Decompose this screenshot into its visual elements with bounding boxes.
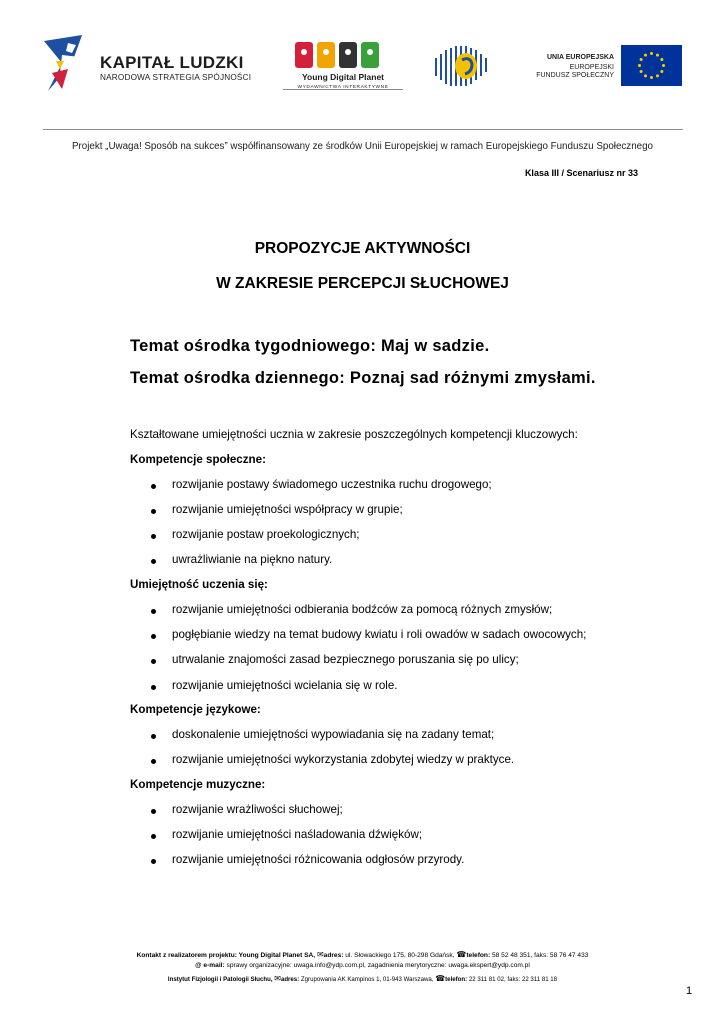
eu-star-icon [640, 58, 643, 61]
envelope-icon: ✉ [274, 974, 281, 983]
bullet-icon [151, 609, 156, 614]
eu-star-icon [644, 54, 647, 57]
eu-label-2: EUROPEJSKI [569, 64, 614, 71]
bullet-icon [151, 509, 156, 514]
eu-star-icon [650, 76, 653, 79]
bullet-icon [151, 634, 156, 639]
ydp-tagline: WYDAWNICTWA INTERAKTYWNE [297, 85, 389, 90]
eu-label-3: FUNDUSZ SPOŁECZNY [536, 72, 614, 79]
bullet-icon [151, 685, 156, 690]
footer-contact-line: Kontakt z realizatorem projektu: Young Digital Planet SA, ✉adres: ul. Słowackiego 175, 80-298 Gdańsk, ☎telefon: 58 52 48 351, faks: 58 76 47 433 [136, 950, 589, 959]
footer-email-line: @ e-mail: sprawy organizacyjne: uwaga.info@ydp.com.pl, zagadnienia merytoryczne: uwaga.ekspert@ydp.com.pl [195, 962, 530, 969]
title-line-2: W ZAKRESIE PERCEPCJI SŁUCHOWEJ [216, 275, 509, 292]
bullet-icon [151, 484, 156, 489]
bullet-icon [151, 834, 156, 839]
header-rule [43, 129, 683, 130]
kapital-ludzki-title: KAPITAŁ LUDZKI [100, 53, 244, 72]
section-heading: Umiejętność uczenia się: [130, 578, 268, 591]
page-number: 1 [686, 985, 693, 997]
eu-star-icon [638, 64, 641, 67]
kapital-ludzki-subtitle: NARODOWA STRATEGIA SPÓJNOŚCI [100, 73, 252, 82]
eu-label-1: UNIA EUROPEJSKA [546, 54, 614, 61]
eu-flag-icon [621, 45, 682, 86]
eu-star-icon [656, 74, 659, 77]
phone-icon: ☎ [456, 950, 467, 959]
intro-text: Kształtowane umiejętności ucznia w zakresie poszczególnych kompetencji kluczowych: [130, 428, 578, 441]
section-heading: Kompetencje muzyczne: [130, 778, 266, 791]
phone-icon: ☎ [435, 974, 446, 983]
eu-star-icon [640, 70, 643, 73]
eu-star-icon [656, 54, 659, 57]
project-line: Projekt „Uwaga! Sposób na sukces” współfinansowany ze środków Unii Europejskiej w ramach Europejskiego Funduszu Społecznego [71, 141, 654, 152]
bullet-icon [151, 534, 156, 539]
eu-star-icon [662, 64, 665, 67]
eu-star-icon [650, 52, 653, 55]
eu-star-icon [644, 74, 647, 77]
footer-institute-line: Instytut Fizjologii i Patologii Słuchu, ✉adres: Zgrupowania AK Kampinos 1, 01-943 Warszawa, ☎telefon: 22 311 81 02, faks: 22 311 81 18 [167, 974, 558, 983]
class-label: Klasa III / Scenariusz nr 33 [524, 168, 638, 178]
section-heading: Kompetencje społeczne: [130, 453, 266, 466]
bullet-icon [151, 734, 156, 739]
bullet-icon [151, 659, 156, 664]
bullet-icon [151, 759, 156, 764]
bullet-icon [151, 809, 156, 814]
theme-weekly: Temat ośrodka tygodniowego: Maj w sadzie. [130, 337, 490, 355]
envelope-icon: ✉ [316, 950, 324, 959]
ydp-name: Young Digital Planet [301, 72, 384, 82]
bullet-icon [151, 559, 156, 564]
bullet-icon [151, 859, 156, 864]
theme-daily: Temat ośrodka dziennego: Poznaj sad różnymi zmysłami. [130, 369, 596, 387]
section-heading: Kompetencje językowe: [130, 703, 261, 716]
eu-star-icon [660, 70, 663, 73]
title-line-1: PROPOZYCJE AKTYWNOŚCI [254, 240, 471, 257]
eu-star-icon [660, 58, 663, 61]
